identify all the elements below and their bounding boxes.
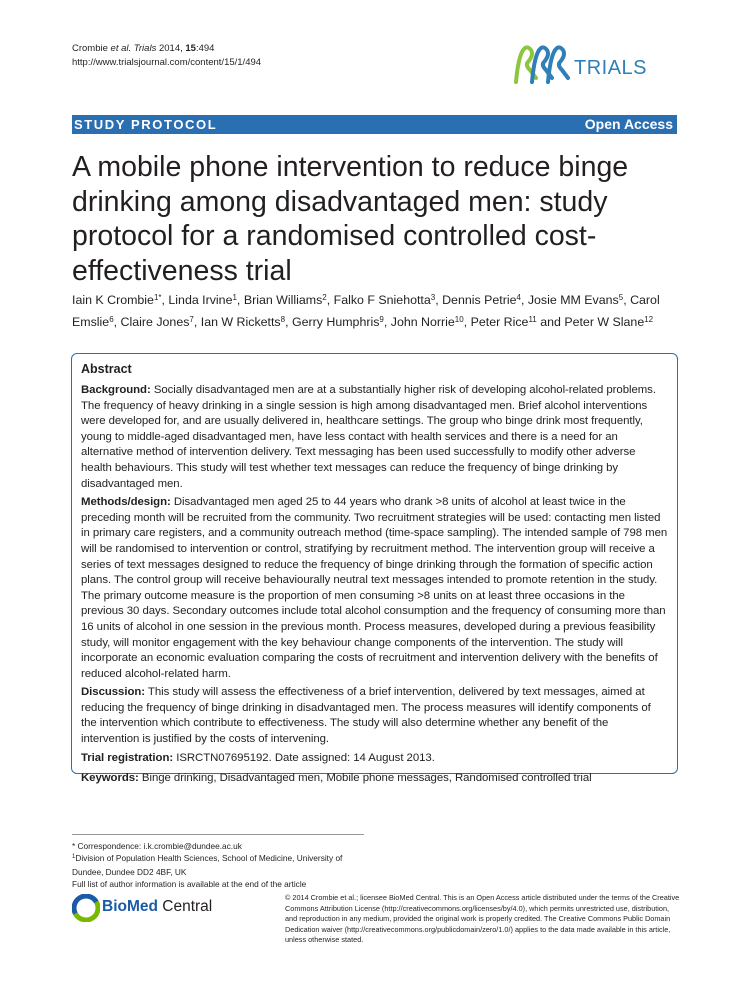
author-name: Gerry Humphris: [291, 315, 380, 329]
citation-article: :494: [195, 43, 215, 54]
affiliation-marker: 5: [618, 293, 624, 302]
affiliation-marker: 1: [72, 854, 76, 860]
affiliation-marker: 4: [516, 293, 521, 302]
biomed-central-icon: [72, 894, 100, 922]
correspondence-label: * Correspondence:: [72, 841, 144, 851]
correspondence-email-link[interactable]: i.k.crombie@dundee.ac.uk: [143, 841, 242, 851]
affiliation-marker: 8: [280, 315, 286, 324]
citation-journal: Trials: [133, 43, 157, 54]
affiliation-marker: 12: [644, 315, 654, 324]
author-name: Brian Williams: [243, 293, 323, 307]
correspondence-line: [72, 840, 372, 852]
copyright-notice: © 2014 Crombie et al.; licensee BioMed Central. This is an Open Access article distributed under the terms of the Creative Commons Attribution License (http://creativecommons.org/licenses/by/4.0), which permits unrestricted use, distribution, and reproduction in any medium, provided the original work is properly credited. The Creative Commons Public Domain Dedication waiver (http://creativecommons.org/publicdomain/zero/1.0/) applies to the data made available in this article, unless otherwise stated.: [285, 893, 680, 945]
affiliation-marker: 6: [109, 315, 114, 324]
author: [471, 315, 537, 329]
trials-journal-logo: [512, 42, 682, 92]
author-list: Iain K Crombie$^{1*}$, Linda Irvine$^1$, Brian Williams$^2$, Falko F Sniehotta$^3$, Dennis Petrie$^4$, Josie MM Evans$^5$, Carol Emslie$^6$, Claire Jones$^7$, Ian W Ricketts$^8$, Gerry Humphris$^9$, John Norrie$^{10}$, Peter Rice$^{11}$ and Peter W Slane$^{12}$: [72, 293, 660, 329]
open-access-label: Open Access: [584, 116, 673, 132]
abstract-heading: Abstract: [81, 362, 132, 376]
trials-logo-icon: [512, 42, 574, 90]
abstract-trial-registration: [81, 751, 669, 767]
author-name: John Norrie: [390, 315, 455, 329]
biomed-central-logo: [72, 894, 222, 924]
affiliation-marker: 9: [379, 315, 384, 324]
author-name: Dennis Petrie: [442, 293, 517, 307]
affiliation-text: Division of Population Health Sciences, School of Medicine, University of Dundee, Dundee DD2 4BF, UK: [72, 853, 343, 877]
author: [391, 315, 464, 329]
footnote-divider: [72, 834, 364, 835]
author: [528, 293, 623, 307]
author-name: Carol Emslie: [72, 293, 660, 329]
wordmark-bold: BioMed: [102, 898, 158, 915]
author: [121, 315, 194, 329]
section-text: ISRCTN07695192. Date assigned: 14 August 2013.: [173, 751, 435, 764]
full-list-note: Full list of author information is available at the end of the article: [72, 879, 307, 889]
author: [168, 293, 237, 307]
citation-line: [72, 42, 261, 56]
author: [72, 293, 162, 307]
section-label: Background:: [81, 384, 151, 396]
biomed-central-wordmark: [102, 898, 212, 916]
author-name: Peter W Slane: [564, 315, 645, 329]
author-name: Peter Rice: [470, 315, 529, 329]
section-label: Methods/design:: [81, 496, 171, 509]
article-type-label: STUDY PROTOCOL: [74, 117, 218, 132]
abstract-methods: [81, 495, 669, 682]
article-url-link[interactable]: http://www.trialsjournal.com/content/15/1/494: [72, 57, 262, 68]
section-text: Binge drinking, Disadvantaged men, Mobile phone messages, Randomised controlled trial: [138, 772, 592, 785]
section-label: Keywords:: [81, 772, 139, 785]
article-title: A mobile phone intervention to reduce binge drinking among disadvantaged men: study protocol for a randomised controlled cost-effectiveness trial: [72, 151, 629, 287]
author-name: Linda Irvine: [168, 293, 233, 307]
affiliation-marker: 1: [232, 293, 237, 302]
affiliation-line: [72, 852, 372, 878]
affiliation-marker: 7: [189, 315, 194, 324]
citation-year: 2014,: [156, 43, 186, 54]
author: [292, 315, 384, 329]
author: [334, 293, 436, 307]
trials-logo-text: TRIALS: [574, 57, 648, 79]
wordmark-regular: Central: [157, 898, 213, 915]
abstract-discussion: [81, 685, 669, 747]
citation-etal: et al.: [110, 43, 132, 54]
article-type-banner: [72, 115, 677, 134]
running-head: [72, 42, 261, 70]
abstract-background: [81, 383, 669, 492]
section-text: Disadvantaged men aged 25 to 44 years who drank >8 units of alcohol at least twice in the preceding month will be recruited from the community. Two recruitment strategies will be used: contacting men listed in primary care registers, and a community outreach method (time-space sampling). The intended sample of 798 men will be randomised to intervention or control, stratifying by recruitment method. The intervention group will receive a series of text messages designed to reduce the frequency of binge drinking through the formation of specific action plans. The control group will receive behaviourally neutral text messages intended to promote retention in the study. The primary outcome measure is the proportion of men consuming >8 units on at least three occasions in the previous 30 days. Secondary outcomes include total alcohol consumption and the frequency of consuming more than 16 units of alcohol in one session in the previous month. Process measures, developed during a previous feasibility study, will monitor engagement with the key behaviour change components of the intervention. The study will incorporate an economic evaluation comparing the costs of recruitment and intervention delivery with the benefits of reduced alcohol-related harm.: [81, 496, 668, 680]
affiliation-marker: 3: [430, 293, 436, 302]
author-name: Ian W Ricketts: [200, 315, 281, 329]
section-text: This study will assess the effectiveness of a brief intervention, delivered by text messages, aimed at reducing the frequency of binge drinking in disadvantaged men. The process measures will identify components of the intervention which contribute to effectiveness. The study will also determine whether any benefit of the intervention is justified by the costs of intervening.: [81, 686, 651, 746]
abstract-keywords: [81, 771, 669, 787]
author: [564, 315, 653, 329]
author: [201, 315, 285, 329]
affiliation-marker: 1*: [153, 293, 162, 302]
affiliation-marker: 10: [454, 315, 464, 324]
section-text: Socially disadvantaged men are at a substantially higher risk of developing alcohol-related problems. The frequency of heavy drinking in a single session is high among disadvantaged men. Brief alcohol interventions were developed for, and are usually delivered in, healthcare settings. The group who binge drink most frequently, young to middle-aged disadvantaged men, have less contact with health services and there is a need for an alternative method of intervention delivery. Text messaging has been used successfully to modify other adverse health behaviours. This study will test whether text messages can reduce the frequency of binge drinking by disadvantaged men.: [81, 384, 656, 490]
author-name: Falko F Sniehotta: [333, 293, 431, 307]
affiliation-marker: 11: [528, 315, 537, 324]
author-name: Claire Jones: [120, 315, 190, 329]
author-name: Josie MM Evans: [527, 293, 619, 307]
citation-authors: Crombie: [72, 43, 111, 54]
author: [244, 293, 327, 307]
footnotes: [72, 840, 372, 890]
abstract-box: [71, 353, 678, 785]
citation-volume: 15: [185, 43, 196, 54]
section-label: Trial registration:: [81, 751, 174, 764]
author: [442, 293, 521, 307]
affiliation-marker: 2: [322, 293, 327, 302]
section-label: Discussion:: [81, 686, 146, 699]
author-name: Iain K Crombie: [72, 293, 154, 307]
